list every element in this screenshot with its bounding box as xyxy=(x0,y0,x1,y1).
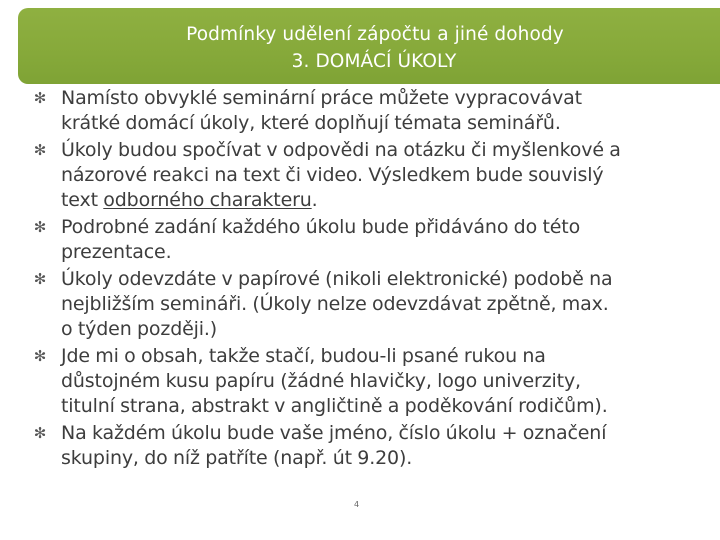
bullet-text: prezentace. xyxy=(61,241,172,263)
bullet-text: Úkoly odevzdáte v papírové (nikoli elektronické) podobě na xyxy=(61,268,613,290)
bullet-text-line xyxy=(61,188,710,213)
bullet-text: nejbližším semináři. (Úkoly nelze odevzdávat zpětně, max. xyxy=(61,293,609,315)
underlined-term: odborného charakteru xyxy=(103,189,312,211)
bullet-list xyxy=(30,86,710,473)
bullet-text: Úkoly budou spočívat v odpovědi na otázku či myšlenkové a xyxy=(61,139,621,161)
asterisk-bullet-icon: ✻ xyxy=(33,347,47,365)
bullet-text: Jde mi o obsah, takže stačí, budou-li psané rukou na xyxy=(61,345,546,367)
bullet-text: skupiny, do níž patříte (např. út 9.20). xyxy=(61,447,413,469)
bullet-text: titulní strana, abstrakt v angličtině a poděkování rodičům). xyxy=(61,395,608,417)
asterisk-bullet-icon: ✻ xyxy=(33,218,47,236)
bullet-text: názorové reakci na text či video. Výsledkem bude souvislý xyxy=(61,164,604,186)
slide-title: Podmínky udělení zápočtu a jiné dohody xyxy=(186,24,564,45)
bullet-item-6 xyxy=(30,421,710,471)
slide-header xyxy=(18,8,720,84)
bullet-item-3 xyxy=(30,215,710,265)
bullet-item-2 xyxy=(30,138,710,213)
asterisk-bullet-icon: ✻ xyxy=(33,270,47,288)
bullet-text: text xyxy=(61,189,104,211)
bullet-item-1 xyxy=(30,86,710,136)
asterisk-bullet-icon: ✻ xyxy=(33,424,47,442)
asterisk-bullet-icon: ✻ xyxy=(33,141,47,159)
bullet-item-4 xyxy=(30,267,710,342)
bullet-text: o týden později.) xyxy=(61,318,218,340)
bullet-item-5 xyxy=(30,344,710,419)
bullet-text: Namísto obvyklé seminární práce můžete vypracovávat xyxy=(61,87,582,109)
bullet-text: důstojném kusu papíru (žádné hlavičky, logo univerzity, xyxy=(61,370,581,392)
bullet-text: . xyxy=(311,189,318,211)
asterisk-bullet-icon: ✻ xyxy=(33,89,47,107)
bullet-text: Na každém úkolu bude vaše jméno, číslo úkolu + označení xyxy=(61,422,607,444)
page-number: 4 xyxy=(354,500,360,509)
bullet-text: Podrobné zadání každého úkolu bude přidáváno do této xyxy=(61,216,581,238)
slide-subtitle: 3. DOMÁCÍ ÚKOLY xyxy=(291,51,457,72)
bullet-text: krátké domácí úkoly, které doplňují témata seminářů. xyxy=(61,112,561,134)
